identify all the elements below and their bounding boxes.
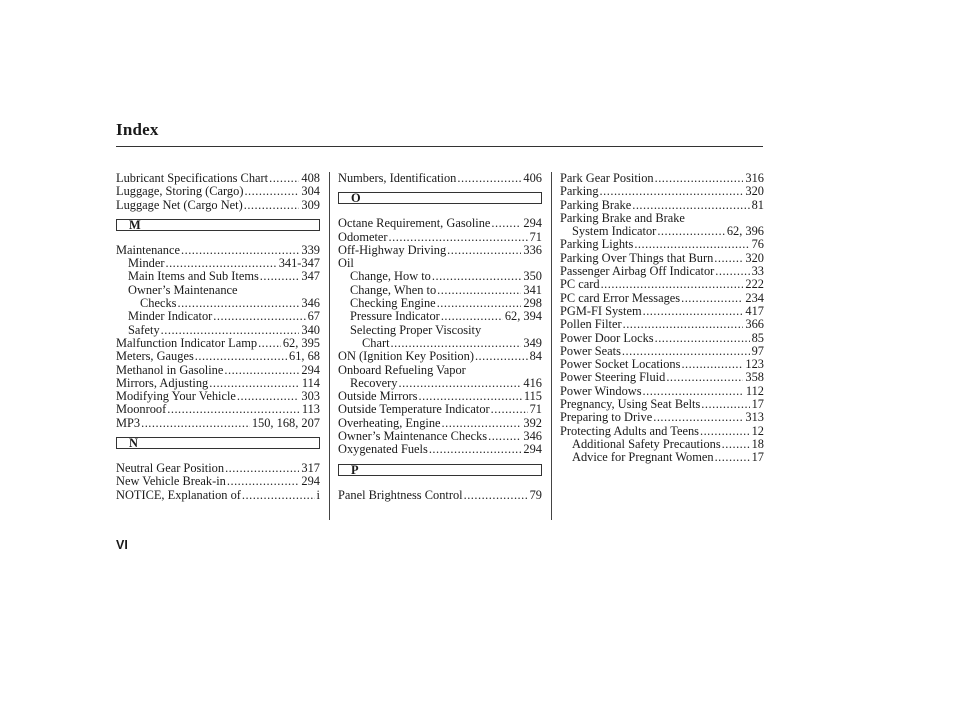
entry-text: Power Door Locks (560, 330, 654, 345)
entry-text: Power Socket Locations (560, 357, 681, 372)
entry-text: Octane Requirement, Gasoline (338, 216, 491, 231)
dot-leader (167, 403, 300, 416)
index-entry (560, 252, 764, 265)
dot-leader (447, 244, 521, 257)
entry-page: 150, 168, 207 (251, 415, 320, 430)
entry-text: Pollen Filter (560, 317, 622, 332)
dot-leader (437, 297, 522, 310)
index-entry (338, 350, 542, 363)
entry-page: 62, 396 (726, 224, 764, 239)
entry-page: 84 (529, 349, 542, 364)
entry-text: Power Windows (560, 383, 642, 398)
dot-leader (491, 403, 528, 416)
entry-page: 294 (523, 216, 542, 231)
index-entry (116, 284, 320, 297)
index-entry (560, 385, 764, 398)
dot-leader (715, 451, 750, 464)
dot-leader (655, 332, 750, 345)
entry-page: 234 (745, 290, 764, 305)
dot-leader (432, 270, 522, 283)
entry-text: Odometer (338, 229, 388, 244)
dot-leader (244, 185, 299, 198)
index-entry (338, 403, 542, 416)
dot-leader (681, 292, 743, 305)
entry-page: 79 (529, 487, 542, 502)
index-entry (560, 212, 764, 225)
entry-text: Parking Lights (560, 237, 634, 252)
entry-text: Panel Brightness Control (338, 487, 463, 502)
entry-text: PC card Error Messages (560, 290, 681, 305)
index-entry (116, 324, 320, 337)
entry-text: Change, How to (350, 269, 431, 284)
dot-leader (224, 364, 299, 377)
entry-text: Owner’s Maintenance Checks (338, 429, 488, 444)
column-divider (551, 172, 552, 520)
dot-leader (681, 358, 743, 371)
entry-text: Minder Indicator (128, 309, 213, 324)
index-entry (560, 398, 764, 411)
entry-text: Parking Brake and Brake (560, 210, 685, 225)
entry-page: 61, 68 (289, 349, 320, 364)
dot-leader (195, 350, 287, 363)
entry-text: NOTICE, Explanation of (116, 487, 241, 502)
index-entry (116, 489, 320, 502)
entry-text: Neutral Gear Position (116, 461, 225, 476)
entry-text: ON (Ignition Key Position) (338, 349, 474, 364)
index-entry (338, 310, 542, 323)
index-entry (560, 292, 764, 305)
index-entry (116, 377, 320, 390)
entry-text: Passenger Airbag Off Indicator (560, 264, 715, 279)
entry-text: Mirrors, Adjusting (116, 375, 209, 390)
index-entry (338, 364, 542, 377)
dot-leader (714, 252, 743, 265)
entry-page: 12 (751, 423, 764, 438)
index-column-1 (116, 172, 320, 502)
entry-page: 298 (523, 296, 542, 311)
index-entry (338, 417, 542, 430)
index-entry (116, 390, 320, 403)
index-entry (116, 337, 320, 350)
entry-page: 76 (751, 237, 764, 252)
index-column-3 (560, 172, 764, 465)
entry-page: 313 (745, 410, 764, 425)
entry-page: 406 (523, 171, 542, 185)
entry-text: Chart (362, 335, 390, 350)
entry-text: Luggage Net (Cargo Net) (116, 197, 243, 212)
entry-page: 17 (751, 450, 764, 465)
dot-leader (419, 390, 522, 403)
index-entry (560, 172, 764, 185)
entry-page: i (316, 487, 320, 502)
index-entry (116, 185, 320, 198)
section-letter-m: M (116, 219, 320, 231)
index-entry (560, 225, 764, 238)
entry-page: 346 (301, 296, 320, 311)
dot-leader (700, 425, 750, 438)
entry-text: Park Gear Position (560, 171, 654, 185)
entry-text: Minder (128, 256, 165, 271)
entry-text: Main Items and Sub Items (128, 269, 259, 284)
entry-text: Selecting Proper Viscosity (350, 322, 482, 337)
dot-leader (209, 377, 300, 390)
dot-leader (165, 257, 276, 270)
index-entry (338, 284, 542, 297)
index-entry (116, 462, 320, 475)
dot-leader (389, 231, 528, 244)
index-entry (560, 438, 764, 451)
entry-page: 18 (751, 436, 764, 451)
entry-text: Power Steering Fluid (560, 370, 666, 385)
entry-text: Power Seats (560, 343, 621, 358)
entry-page: 115 (523, 389, 542, 404)
dot-leader (488, 430, 521, 443)
dot-leader (442, 417, 522, 430)
entry-text: Parking Brake (560, 197, 632, 212)
entry-text: Oxygenated Fuels (338, 442, 428, 457)
entry-page: 339 (301, 242, 320, 257)
index-entry (560, 371, 764, 384)
dot-leader (441, 310, 503, 323)
index-entry (560, 425, 764, 438)
dot-leader (600, 185, 744, 198)
dot-leader (491, 217, 521, 230)
dot-leader (141, 417, 250, 430)
entry-text: Parking Over Things that Burn (560, 250, 714, 265)
dot-leader (601, 278, 744, 291)
entry-page: 347 (301, 269, 320, 284)
entry-page: 417 (745, 303, 764, 318)
dot-leader (464, 489, 528, 502)
index-entry (116, 364, 320, 377)
dot-leader (181, 244, 299, 257)
index-entry (116, 350, 320, 363)
dot-leader (701, 398, 749, 411)
entry-page: 294 (301, 474, 320, 489)
entry-page: 350 (523, 269, 542, 284)
dot-leader (722, 438, 750, 451)
dot-leader (655, 172, 744, 185)
dot-leader (161, 324, 300, 337)
dot-leader (227, 475, 300, 488)
index-entry (560, 185, 764, 198)
entry-text: Advice for Pregnant Women (572, 450, 714, 465)
entry-text: PGM-FI System (560, 303, 642, 318)
entry-page: 416 (523, 375, 542, 390)
entry-page: 85 (751, 330, 764, 345)
index-entry (116, 310, 320, 323)
dot-leader (715, 265, 749, 278)
entry-text: Parking (560, 184, 599, 199)
entry-text: Checking Engine (350, 296, 436, 311)
entry-text: Pregnancy, Using Seat Belts (560, 397, 701, 412)
index-entry (116, 417, 320, 430)
entry-page: 294 (301, 362, 320, 377)
dot-leader (177, 297, 299, 310)
dot-leader (457, 172, 521, 185)
index-entry (560, 318, 764, 331)
dot-leader (213, 310, 305, 323)
index-entry (338, 244, 542, 257)
entry-text: Overheating, Engine (338, 415, 441, 430)
entry-page: 392 (523, 415, 542, 430)
entry-page: 33 (751, 264, 764, 279)
index-entry (338, 172, 542, 185)
entry-page: 71 (529, 402, 542, 417)
entry-text: Checks (140, 296, 177, 311)
entry-page: 222 (745, 277, 764, 292)
dot-leader (653, 411, 743, 424)
dot-leader (244, 199, 300, 212)
index-entry (560, 199, 764, 212)
entry-page: 320 (745, 184, 764, 199)
entry-text: Moonroof (116, 402, 167, 417)
entry-page: 341-347 (278, 256, 320, 271)
index-entry (560, 278, 764, 291)
entry-page: 336 (523, 242, 542, 257)
entry-text: Owner’s Maintenance (128, 282, 238, 297)
dot-leader (657, 225, 725, 238)
section-letter-o: O (338, 192, 542, 204)
entry-page: 123 (745, 357, 764, 372)
index-entry (560, 238, 764, 251)
entry-text: Safety (128, 322, 160, 337)
index-entry (338, 337, 542, 350)
entry-page: 316 (745, 171, 764, 185)
entry-text: Off-Highway Driving (338, 242, 447, 257)
entry-page: 112 (745, 383, 764, 398)
dot-leader (391, 337, 522, 350)
dot-leader (269, 172, 299, 185)
index-entry (338, 390, 542, 403)
dot-leader (258, 337, 281, 350)
entry-text: Lubricant Specifications Chart (116, 171, 269, 185)
entry-page: 317 (301, 461, 320, 476)
title-rule (116, 146, 763, 147)
section-letter-p: P (338, 464, 542, 476)
index-entry (338, 270, 542, 283)
dot-leader (643, 305, 744, 318)
entry-page: 304 (301, 184, 320, 199)
entry-text: Numbers, Identification (338, 171, 457, 185)
index-entry (116, 475, 320, 488)
entry-text: Outside Temperature Indicator (338, 402, 490, 417)
entry-page: 67 (307, 309, 320, 324)
column-divider (329, 172, 330, 520)
dot-leader (623, 318, 744, 331)
index-entry (116, 199, 320, 212)
entry-text: Onboard Refueling Vapor (338, 362, 466, 377)
entry-page: 341 (523, 282, 542, 297)
entry-page: 114 (301, 375, 320, 390)
index-entry (338, 324, 542, 337)
index-entry (116, 244, 320, 257)
entry-text: PC card (560, 277, 600, 292)
entry-text: Methanol in Gasoline (116, 362, 224, 377)
entry-text: Pressure Indicator (350, 309, 440, 324)
index-entry (560, 305, 764, 318)
section-letter-n: N (116, 437, 320, 449)
entry-text: Oil (338, 256, 354, 271)
index-entry (338, 489, 542, 502)
entry-page: 62, 395 (282, 335, 320, 350)
entry-page: 81 (751, 197, 764, 212)
index-entry (338, 377, 542, 390)
dot-leader (398, 377, 521, 390)
entry-page: 408 (301, 171, 320, 185)
dot-leader (260, 270, 300, 283)
entry-text: Malfunction Indicator Lamp (116, 335, 258, 350)
dot-leader (475, 350, 528, 363)
page-title: Index (116, 120, 159, 139)
entry-page: 349 (523, 335, 542, 350)
entry-page: 320 (745, 250, 764, 265)
entry-page: 62, 394 (504, 309, 542, 324)
entry-text: New Vehicle Break-in (116, 474, 226, 489)
entry-text: Protecting Adults and Teens (560, 423, 699, 438)
index-entry (338, 231, 542, 244)
index-entry (560, 345, 764, 358)
dot-leader (622, 345, 750, 358)
index-entry (116, 403, 320, 416)
index-entry (560, 332, 764, 345)
index-entry (116, 257, 320, 270)
index-entry (560, 451, 764, 464)
entry-page: 303 (301, 389, 320, 404)
dot-leader (429, 443, 522, 456)
dot-leader (632, 199, 749, 212)
index-entry (338, 443, 542, 456)
entry-text: Maintenance (116, 242, 180, 257)
entry-text: Outside Mirrors (338, 389, 418, 404)
dot-leader (666, 371, 743, 384)
entry-page: 366 (745, 317, 764, 332)
dot-leader (225, 462, 299, 475)
entry-text: Change, When to (350, 282, 437, 297)
dot-leader (643, 385, 744, 398)
index-entry (560, 265, 764, 278)
entry-page: 17 (751, 397, 764, 412)
entry-page: 97 (751, 343, 764, 358)
dot-leader (437, 284, 521, 297)
index-entry (116, 270, 320, 283)
page-number: VI (116, 538, 128, 552)
entry-text: Preparing to Drive (560, 410, 653, 425)
entry-page: 358 (745, 370, 764, 385)
dot-leader (634, 238, 749, 251)
index-entry (560, 358, 764, 371)
index-entry (338, 430, 542, 443)
entry-page: 294 (523, 442, 542, 457)
entry-page: 340 (301, 322, 320, 337)
index-entry (116, 297, 320, 310)
index-column-2 (338, 172, 542, 502)
entry-text: System Indicator (572, 224, 657, 239)
entry-page: 71 (529, 229, 542, 244)
index-entry (116, 172, 320, 185)
index-entry (338, 257, 542, 270)
entry-text: Additional Safety Precautions (572, 436, 721, 451)
entry-page: 113 (301, 402, 320, 417)
dot-leader (242, 489, 315, 502)
index-entry (338, 297, 542, 310)
index-entry (560, 411, 764, 424)
index-entry (338, 217, 542, 230)
entry-text: Recovery (350, 375, 398, 390)
entry-page: 346 (523, 429, 542, 444)
dot-leader (237, 390, 300, 403)
entry-text: Modifying Your Vehicle (116, 389, 236, 404)
entry-text: Meters, Gauges (116, 349, 194, 364)
entry-text: Luggage, Storing (Cargo) (116, 184, 244, 199)
entry-text: MP3 (116, 415, 141, 430)
entry-page: 309 (301, 197, 320, 212)
